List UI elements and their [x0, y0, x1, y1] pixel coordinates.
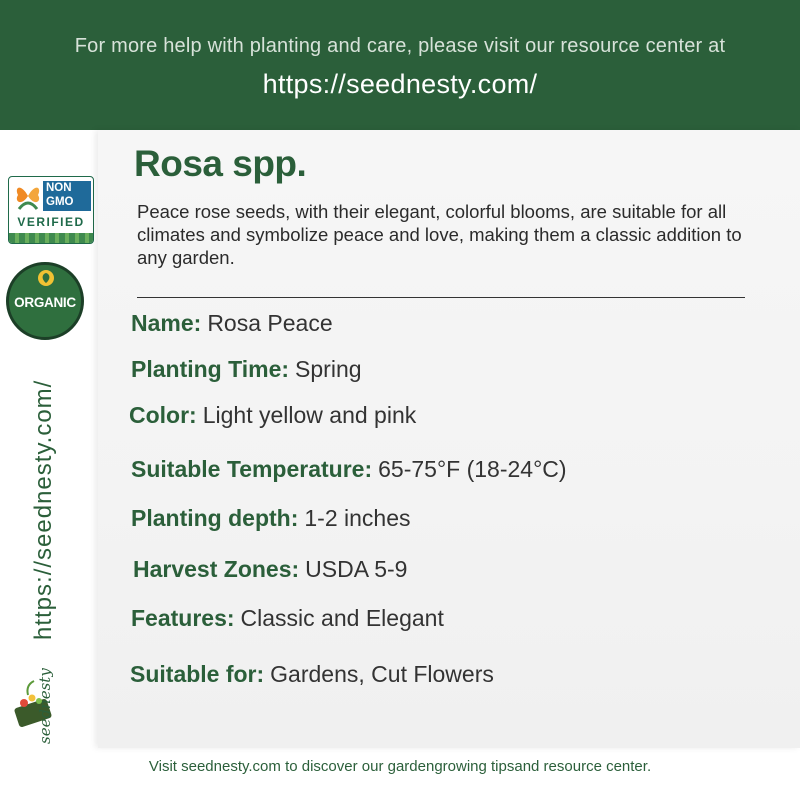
detail-label: Suitable for: — [130, 661, 265, 687]
detail-row-planting-depth — [131, 505, 411, 532]
detail-value: Light yellow and pink — [202, 402, 417, 428]
butterfly-icon — [13, 181, 43, 211]
detail-row-color — [129, 402, 416, 429]
detail-label: Planting depth: — [131, 505, 299, 531]
non-gmo-badge — [8, 176, 94, 244]
non-gmo-strip — [9, 233, 93, 243]
detail-value: 65-75°F (18-24°C) — [378, 456, 567, 482]
detail-label: Color: — [129, 402, 197, 428]
non-gmo-label — [43, 181, 91, 211]
product-description: Peace rose seeds, with their elegant, colorful blooms, are suitable for all climates and symbolize peace and love, making them a classic addition to any garden. — [137, 201, 742, 268]
detail-value: Classic and Elegant — [240, 605, 444, 631]
detail-label: Suitable Temperature: — [131, 456, 373, 482]
organic-text: ORGANIC — [14, 295, 76, 310]
detail-row-planting-time — [131, 356, 362, 383]
divider — [137, 297, 745, 298]
detail-label: Planting Time: — [131, 356, 290, 382]
non-gmo-gmo-text: GMO — [46, 196, 74, 208]
detail-row-temperature — [131, 456, 567, 483]
detail-row-features — [131, 605, 444, 632]
detail-row-harvest-zones — [133, 556, 407, 583]
detail-label: Harvest Zones: — [133, 556, 300, 582]
leaf-icon — [38, 270, 54, 286]
banner-message: For more help with planting and care, please visit our resource center at — [74, 35, 726, 57]
detail-label: Features: — [131, 605, 235, 631]
detail-value: Gardens, Cut Flowers — [270, 661, 494, 687]
top-banner — [0, 0, 800, 130]
seednesty-logo-text: seednesty — [36, 668, 54, 744]
product-title: Rosa spp. — [134, 143, 307, 184]
non-gmo-non-text: NON — [46, 182, 72, 194]
detail-value: Rosa Peace — [207, 310, 333, 336]
organic-badge — [6, 262, 84, 340]
banner-url-link[interactable]: https://seednesty.com/ — [262, 69, 538, 99]
detail-row-suitable-for — [130, 661, 494, 688]
verified-text: VERIFIED — [17, 215, 85, 229]
detail-value: Spring — [295, 356, 362, 382]
vertical-url-link[interactable]: https://seednesty.com/ — [30, 379, 57, 640]
detail-label: Name: — [131, 310, 202, 336]
detail-value: 1-2 inches — [304, 505, 411, 531]
footer-message: Visit seednesty.com to discover our gardengrowing tipsand resource center. — [148, 758, 652, 775]
detail-value: USDA 5-9 — [305, 556, 408, 582]
detail-row-name — [131, 310, 333, 337]
